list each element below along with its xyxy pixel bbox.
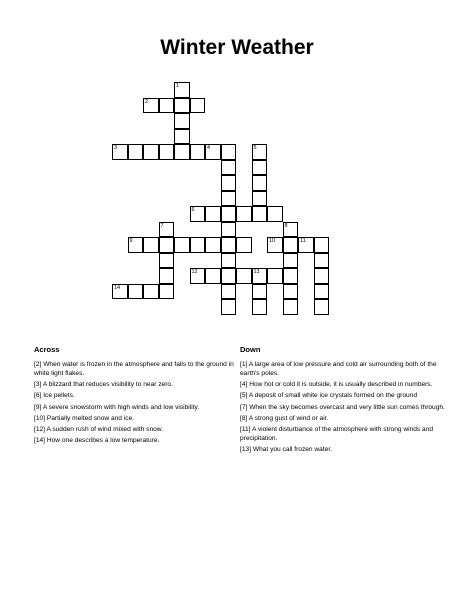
- grid-cell[interactable]: [221, 160, 237, 176]
- across-clue: [34, 380, 249, 389]
- grid-cell[interactable]: [143, 144, 159, 160]
- grid-cell[interactable]: [159, 284, 175, 300]
- grid-cell[interactable]: [283, 222, 299, 238]
- cell-number: 6: [191, 207, 195, 213]
- cell-number: 1: [176, 83, 180, 89]
- cell-number: 7: [160, 222, 164, 229]
- grid-cell[interactable]: [174, 82, 190, 98]
- grid-cell[interactable]: [236, 268, 252, 284]
- grid-cell[interactable]: [252, 191, 268, 207]
- grid-cell[interactable]: [298, 237, 314, 253]
- grid-cell[interactable]: [221, 237, 237, 253]
- grid-cell[interactable]: [221, 299, 237, 315]
- grid-cell[interactable]: [221, 222, 237, 238]
- clue-text: A severe snowstorm with high winds and low visibility.: [42, 403, 200, 411]
- clue-text: When water is frozen in the atmosphere and falls to the ground in white light flakes.: [34, 361, 234, 377]
- grid-cell[interactable]: [221, 253, 237, 269]
- cell-number: 9: [129, 238, 133, 244]
- grid-cell[interactable]: [159, 237, 175, 253]
- grid-cell[interactable]: [252, 299, 268, 315]
- clue-number: [10]: [34, 414, 45, 422]
- clue-number: [4]: [240, 381, 248, 389]
- across-clue: [34, 403, 249, 412]
- grid-cell[interactable]: [205, 206, 221, 222]
- down-clue: [240, 391, 455, 400]
- grid-cell[interactable]: [190, 144, 206, 160]
- clue-number: [6]: [34, 392, 42, 400]
- grid-cell[interactable]: [236, 206, 252, 222]
- grid-cell[interactable]: [314, 299, 330, 315]
- grid-cell[interactable]: [236, 237, 252, 253]
- grid-cell[interactable]: [252, 160, 268, 176]
- grid-cell[interactable]: [267, 268, 283, 284]
- grid-cell[interactable]: [252, 206, 268, 222]
- grid-cell[interactable]: [174, 129, 190, 145]
- grid-cell[interactable]: [143, 284, 159, 300]
- clue-number: [9]: [34, 403, 42, 411]
- clue-text: How one describes a low temperature.: [46, 437, 160, 445]
- grid-cell[interactable]: [252, 175, 268, 191]
- clue-text: A strong gust of wind or air.: [248, 414, 329, 422]
- grid-cell[interactable]: [283, 299, 299, 315]
- grid-cell[interactable]: [190, 206, 206, 222]
- down-clue: [240, 445, 455, 454]
- grid-cell[interactable]: [174, 98, 190, 114]
- across-heading: Across: [34, 345, 60, 354]
- grid-cell[interactable]: [314, 237, 330, 253]
- grid-cell[interactable]: [128, 237, 144, 253]
- clue-number: [8]: [240, 414, 248, 422]
- grid-cell[interactable]: [221, 284, 237, 300]
- grid-cell[interactable]: [112, 144, 128, 160]
- clue-text: A blizzard that reduces visibility to near zero.: [42, 381, 173, 389]
- cell-number: 13: [253, 269, 260, 275]
- grid-cell[interactable]: [128, 144, 144, 160]
- across-clue-list: [34, 360, 249, 447]
- grid-cell[interactable]: [159, 253, 175, 269]
- grid-cell[interactable]: [221, 268, 237, 284]
- clue-text: A violent disturbance of the atmosphere with strong winds and precipitation.: [240, 425, 434, 442]
- clue-number: [1]: [240, 361, 248, 368]
- across-clue: [34, 360, 249, 378]
- cell-number: 4: [207, 145, 211, 151]
- grid-cell[interactable]: [128, 284, 144, 300]
- cell-number: 14: [114, 284, 121, 291]
- across-clue: [34, 391, 249, 400]
- clue-number: [3]: [34, 381, 42, 389]
- clue-text: A sudden rush of wind mixed with snow.: [46, 425, 164, 433]
- across-clue: [34, 425, 249, 434]
- grid-cell[interactable]: [283, 268, 299, 284]
- grid-cell[interactable]: [205, 144, 221, 160]
- clue-text: Ice pellets.: [43, 392, 75, 400]
- down-clue: [240, 360, 455, 378]
- grid-cell[interactable]: [174, 144, 190, 160]
- down-clue: [240, 403, 455, 412]
- clue-text: How hot or cold it is outside, it is usually described in numbers.: [249, 381, 433, 389]
- grid-cell[interactable]: [221, 175, 237, 191]
- grid-cell[interactable]: [190, 268, 206, 284]
- grid-cell[interactable]: [159, 222, 175, 238]
- grid-cell[interactable]: [143, 237, 159, 253]
- clue-number: [13]: [240, 446, 251, 454]
- cell-number: 5: [253, 145, 257, 151]
- grid-cell[interactable]: [159, 268, 175, 284]
- grid-cell[interactable]: [112, 284, 128, 300]
- grid-cell[interactable]: [314, 284, 330, 300]
- grid-cell[interactable]: [143, 98, 159, 114]
- clue-text: A large area of low pressure and cold air surrounding both of the earth's poles.: [240, 361, 437, 377]
- grid-cell[interactable]: [221, 144, 237, 160]
- clue-number: [7]: [240, 403, 248, 411]
- cell-number: 11: [300, 238, 306, 244]
- grid-cell[interactable]: [283, 237, 299, 253]
- down-clue: [240, 414, 455, 423]
- across-clue: [34, 436, 249, 445]
- clue-number: [11]: [240, 425, 251, 433]
- cell-number: 3: [114, 145, 118, 151]
- grid-cell[interactable]: [221, 191, 237, 207]
- clue-text: A deposit of small white ice crystals formed on the ground: [248, 392, 418, 400]
- grid-cell[interactable]: [314, 268, 330, 284]
- grid-cell[interactable]: [174, 237, 190, 253]
- down-clue: [240, 380, 455, 389]
- grid-cell[interactable]: [159, 144, 175, 160]
- clue-text: When the sky becomes overcast and very little sun comes through.: [249, 403, 445, 411]
- grid-cell[interactable]: [252, 144, 268, 160]
- grid-cell[interactable]: [314, 253, 330, 269]
- down-clue: [240, 425, 455, 443]
- down-clue-list: [240, 360, 455, 456]
- clue-number: [5]: [240, 392, 248, 400]
- clue-number: [14]: [34, 437, 45, 445]
- grid-cell[interactable]: [283, 284, 299, 300]
- cell-number: 8: [284, 222, 288, 229]
- down-heading: Down: [240, 345, 261, 354]
- grid-cell[interactable]: [267, 237, 283, 253]
- cell-number: 2: [145, 98, 149, 105]
- grid-cell[interactable]: [205, 237, 221, 253]
- clue-number: [12]: [34, 425, 45, 433]
- cell-number: 12: [191, 269, 198, 275]
- grid-cell[interactable]: [252, 284, 268, 300]
- clue-text: Partially melted snow and ice.: [46, 414, 135, 422]
- grid-cell[interactable]: [283, 253, 299, 269]
- grid-cell[interactable]: [190, 237, 206, 253]
- clue-text: What you call frozen water.: [252, 446, 333, 454]
- cell-number: 10: [269, 238, 276, 244]
- grid-cell[interactable]: [252, 268, 268, 284]
- puzzle-title: Winter Weather: [160, 36, 314, 59]
- grid-cell[interactable]: [267, 206, 283, 222]
- across-clue: [34, 414, 249, 423]
- grid-cell[interactable]: [190, 98, 206, 114]
- grid-cell[interactable]: [174, 113, 190, 129]
- grid-cell[interactable]: [205, 268, 221, 284]
- clue-number: [2]: [34, 361, 42, 368]
- grid-cell[interactable]: [221, 206, 237, 222]
- grid-cell[interactable]: [159, 98, 175, 114]
